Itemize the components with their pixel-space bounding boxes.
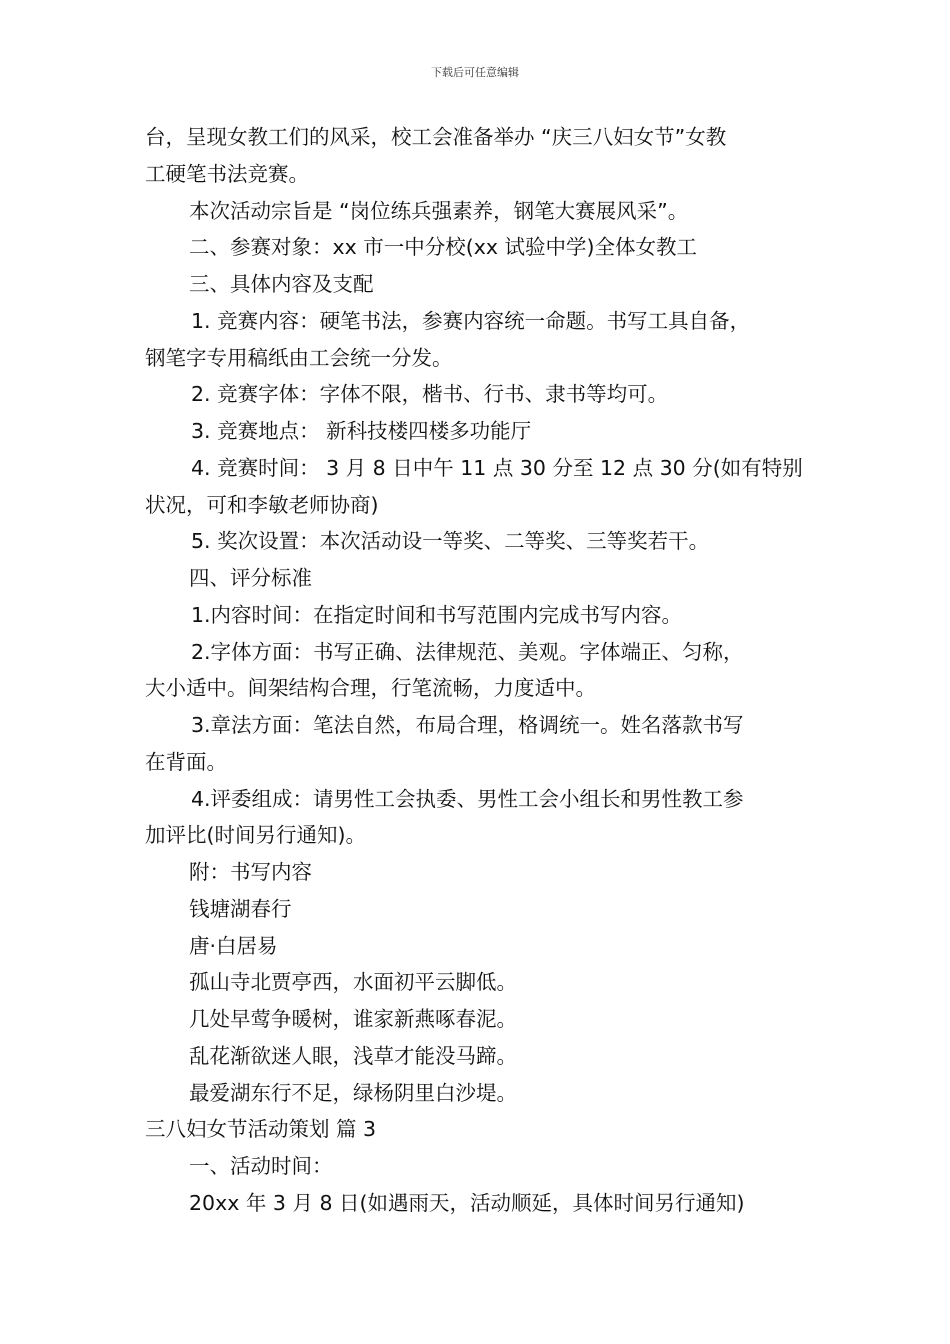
poem-line: 几处早莺争暖树，谁家新燕啄春泥。 [189, 1007, 517, 1031]
section-heading: 一、活动时间： [189, 1154, 333, 1178]
paragraph-line: 附：书写内容 [189, 860, 312, 884]
list-item: 5. 奖次设置：本次活动设一等奖、二等奖、三等奖若干。 [191, 529, 710, 554]
section-heading: 三、具体内容及支配 [189, 272, 374, 296]
poem-line: 最爱湖东行不足，绿杨阴里白沙堤。 [189, 1080, 517, 1105]
list-item: 3. 竞赛地点： 新科技楼四楼多功能厅 [191, 419, 532, 443]
paragraph-line: 钢笔字专用稿纸由工会统一分发。 [145, 345, 453, 370]
paragraph-line: 大小适中。间架结构合理，行笔流畅，力度适中。 [145, 676, 596, 701]
list-item: 1. 竞赛内容：硬笔书法，参赛内容统一命题。书写工具自备， [191, 308, 751, 333]
list-item: 3.章法方面：笔法自然，布局合理，格调统一。姓名落款书写 [191, 713, 744, 737]
paragraph-line: 状况，可和李敏老师协商) [145, 492, 379, 517]
article-title: 三八妇女节活动策划 篇 3 [145, 1117, 377, 1142]
poem-title: 钱塘湖春行 [189, 896, 292, 921]
list-item: 4. 竞赛时间： 3 月 8 日中午 11 点 30 分至 12 点 30 分(如有特别 [191, 455, 803, 480]
paragraph-line: 台，呈现女教工们的风采，校工会准备举办 “庆三八妇女节”女教 [145, 125, 727, 149]
list-item: 2. 竞赛字体：字体不限，楷书、行书、隶书等均可。 [191, 382, 669, 407]
paragraph-line: 工硬笔书法竞赛。 [145, 161, 309, 186]
list-item: 2.字体方面：书写正确、法律规范、美观。字体端正、匀称， [191, 639, 744, 664]
list-item: 1.内容时间：在指定时间和书写范围内完成书写内容。 [191, 602, 683, 627]
paragraph-line: 20xx 年 3 月 8 日(如遇雨天，活动顺延，具体时间另行通知) [189, 1190, 745, 1215]
paragraph-line: 加评比(时间另行通知)。 [145, 823, 366, 848]
poem-line: 乱花渐欲迷人眼，浅草才能没马蹄。 [189, 1043, 517, 1068]
document-body [145, 119, 815, 1222]
list-item: 4.评委组成：请男性工会执委、男性工会小组长和男性教工参 [191, 786, 744, 811]
page-header: 下载后可任意编辑 [431, 66, 519, 79]
paragraph-line: 本次活动宗旨是 “岗位练兵强素养，钢笔大赛展风采”。 [189, 198, 689, 223]
poem-line: 孤山寺北贾亭西，水面初平云脚低。 [189, 970, 517, 995]
section-heading: 二、参赛对象：xx 市一中分校(xx 试验中学)全体女教工 [189, 235, 698, 260]
section-heading: 四、评分标准 [189, 566, 312, 590]
poem-author: 唐·白居易 [189, 933, 278, 958]
paragraph-line: 在背面。 [145, 749, 227, 774]
